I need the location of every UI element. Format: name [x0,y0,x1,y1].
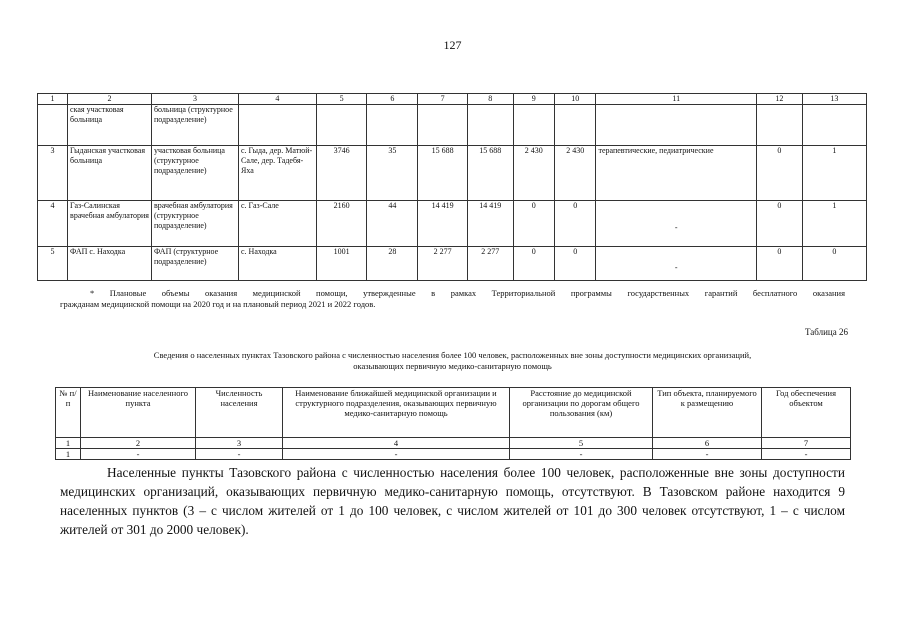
table-cell: с. Находка [239,247,317,281]
table-cell: 2 277 [467,247,513,281]
table-cell: Газ-Салинская врачебная амбулатория [68,201,152,247]
table-cell: 44 [367,201,418,247]
table-row [38,247,867,281]
header-cell: 7 [418,94,468,105]
header-cell: 10 [555,94,596,105]
table-cell: 1001 [316,247,367,281]
settlements-table [55,387,851,460]
header-cell: 12 [757,94,803,105]
header-cell: 1 [38,94,68,105]
table-cell [513,105,554,146]
table-cell: 4 [283,438,510,449]
header-cell: 13 [802,94,866,105]
table-cell: 3 [196,438,283,449]
table-cell [596,105,757,146]
header-cell: 6 [367,94,418,105]
table-cell: 28 [367,247,418,281]
header-cell: 4 [239,94,317,105]
table-cell: - [596,201,757,247]
table-caption [60,350,845,372]
table-cell: 0 [757,146,803,201]
table-cell [757,105,803,146]
header-cell: 9 [513,94,554,105]
table-cell: 35 [367,146,418,201]
table-cell: - [81,449,196,460]
table-cell: 0 [513,247,554,281]
table-cell: - [196,449,283,460]
table-cell: 2 430 [513,146,554,201]
table-cell: 15 688 [418,146,468,201]
table-cell: 14 419 [418,201,468,247]
header-cell: 3 [151,94,238,105]
table-cell: участковая больница (структурное подразделение) [151,146,238,201]
table-cell [367,105,418,146]
table-cell: 3 [38,146,68,201]
table-cell: 2 430 [555,146,596,201]
table-cell [555,105,596,146]
table-cell [239,105,317,146]
header-cell: Численность населения [196,388,283,438]
table-cell: 5 [510,438,653,449]
table-cell: 0 [555,247,596,281]
page-number: 127 [443,38,462,52]
table-cell [316,105,367,146]
table-cell: Гыданская участковая больница [68,146,152,201]
table-cell: - [653,449,762,460]
table-cell: 14 419 [467,201,513,247]
header-cell: № п/п [56,388,81,438]
table-cell: 6 [653,438,762,449]
header-cell: 11 [596,94,757,105]
table-cell: - [762,449,851,460]
table-cell: 0 [513,201,554,247]
table-cell: 1 [56,449,81,460]
table-cell: 5 [38,247,68,281]
table-cell: 0 [802,247,866,281]
medical-organizations-table [37,93,867,281]
table-cell: ская участковая больница [68,105,152,146]
table-cell: врачебная амбулатория (структурное подразделение) [151,201,238,247]
table-cell [802,105,866,146]
table-row [38,201,867,247]
table-cell: - [283,449,510,460]
header-cell: 5 [316,94,367,105]
header-cell: Наименование ближайшей медицинской организации и структурного подразделения, оказывающих первичную медико-санитарную помощь [283,388,510,438]
footnote [60,288,845,310]
table-header-row [38,94,867,105]
paragraph-text: Населенные пункты Тазовского района с численностью населения более 100 человек, расположенные вне зоны доступности медицинских организаций, оказывающих первичную медико-санитарную помощь, отсутствуют. В Тазовском районе находится 9 населенных пунктов (3 – с числом жителей от 1 до 100 человек, с числом жителей от 101 до 300 человек отсутствуют, 1 – с числом жителей от 301 до 2000 человек). [60,465,845,537]
table-cell [418,105,468,146]
table-cell: 15 688 [467,146,513,201]
header-cell: Год обеспечения объектом [762,388,851,438]
table-cell: 0 [757,247,803,281]
table-cell: терапевтические, педиатрические [596,146,757,201]
table-row [56,449,851,460]
header-cell: Наименование населенного пункта [81,388,196,438]
table-cell: 1 [802,146,866,201]
body-paragraph [60,463,845,539]
table-cell: с. Газ-Сале [239,201,317,247]
table-cell: 2 277 [418,247,468,281]
caption-line-1: Сведения о населенных пунктах Тазовского района с численностью населения более 100 человек, расположенных вне зоны доступности медицинских организаций, [153,350,752,360]
table-cell: 4 [38,201,68,247]
header-cell: 2 [68,94,152,105]
table-row [38,105,867,146]
table-cell: 0 [757,201,803,247]
table-label: Таблица 26 [805,327,848,337]
header-cell: 8 [467,94,513,105]
table-cell: 7 [762,438,851,449]
footnote-line-2: гражданам медицинской помощи на 2020 год и на плановый период 2021 и 2022 годов. [60,299,376,309]
table-row [38,146,867,201]
table-cell: больница (структурное подразделение) [151,105,238,146]
table-cell: 3746 [316,146,367,201]
header-cell: Расстояние до медицинской организации по дорогам общего пользования (км) [510,388,653,438]
table-cell [38,105,68,146]
table-cell: ФАП с. Находка [68,247,152,281]
table-cell: 2 [81,438,196,449]
table-cell: 0 [555,201,596,247]
table-cell: с. Гыда, дер. Матюй-Сале, дер. Тадебя-Яха [239,146,317,201]
column-number-row [56,438,851,449]
table-cell: 1 [802,201,866,247]
table-cell: 2160 [316,201,367,247]
table-cell [467,105,513,146]
table-header-row [56,388,851,438]
table-cell: - [596,247,757,281]
footnote-line-1: * Плановые объемы оказания медицинской помощи, утвержденные в рамках Территориальной программы государственных гарантий бесплатного оказания [90,288,845,298]
table-cell: - [510,449,653,460]
table-cell: ФАП (структурное подразделение) [151,247,238,281]
caption-line-2: оказывающих первичную медико-санитарную помощь [353,361,552,371]
table-cell: 1 [56,438,81,449]
header-cell: Тип объекта, планируемого к размещению [653,388,762,438]
